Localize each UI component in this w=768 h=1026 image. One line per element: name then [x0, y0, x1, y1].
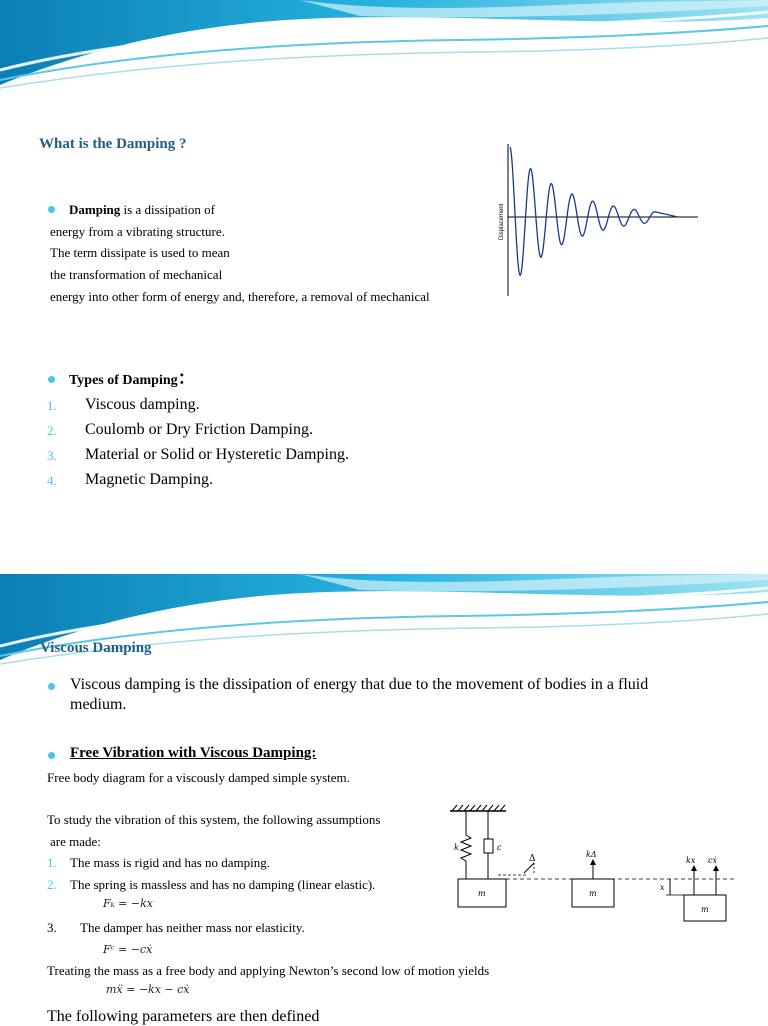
- viscous-definition-line-1: Viscous damping is the dissipation of energy that due to the movement of bodies in a fluid: [70, 676, 649, 693]
- free-vibration-heading: Free Vibration with Viscous Damping:: [70, 745, 317, 761]
- viscous-definition-line-2: medium.: [70, 696, 127, 713]
- delta-label: Δ: [529, 854, 536, 864]
- list-number: 3.: [47, 448, 57, 463]
- free-body-diagram: [440, 795, 740, 925]
- damper-force-equation: Fᶜ = −cẋ: [103, 943, 153, 956]
- assumption-number: 3.: [47, 920, 57, 935]
- types-heading-text: Types of Damping: [69, 373, 178, 388]
- damped-oscillation-graph: [488, 140, 708, 298]
- x-label: x: [660, 883, 665, 892]
- graph-ylabel: Displacement: [499, 203, 505, 240]
- definition-line-1: energy from a vibrating structure.: [50, 224, 225, 239]
- damping-definition-text: is a dissipation of: [120, 202, 215, 217]
- kdelta-label: kΔ: [586, 850, 597, 859]
- damping-definition-line: [69, 199, 215, 220]
- newton-line: Treating the mass as a free body and applying Newton’s second low of motion yields: [47, 963, 490, 978]
- assumption-1: The mass is rigid and has no damping.: [70, 855, 271, 870]
- bullet-dot: [48, 376, 55, 383]
- types-colon: ：: [177, 368, 196, 388]
- bullet-dot: [48, 752, 55, 759]
- list-number: 1.: [47, 398, 57, 413]
- assumption-2: The spring is massless and has no damping (linear elastic).: [70, 877, 376, 892]
- spring: [461, 811, 471, 879]
- definition-line-3: the transformation of mechanical: [50, 267, 223, 282]
- params-line: The following parameters are then defined: [47, 1008, 320, 1025]
- list-number: 4.: [47, 473, 57, 488]
- study-line-1: To study the vibration of this system, the following assumptions: [47, 812, 381, 827]
- list-label: Coulomb or Dry Friction Damping.: [85, 421, 313, 438]
- list-label: Viscous damping.: [85, 396, 200, 413]
- list-label: Material or Solid or Hysteretic Damping.: [85, 446, 349, 463]
- bullet-dot: [48, 206, 55, 213]
- damping-term: Damping: [69, 202, 121, 217]
- damper-cylinder: [484, 839, 493, 853]
- definition-line-4: energy into other form of energy and, therefore, a removal of mechanical: [50, 289, 430, 304]
- spring-force-equation: Fₖ = −kx: [103, 897, 153, 910]
- header-wave-decoration: [0, 0, 768, 90]
- spring-label: k: [454, 843, 459, 852]
- slide2-title: Viscous Damping: [40, 640, 152, 656]
- damper-label: c: [497, 843, 502, 852]
- definition-line-2: The term dissipate is used to mean: [50, 245, 230, 260]
- types-heading: [69, 368, 196, 391]
- list-number: 2.: [47, 423, 57, 438]
- bullet-dot: [48, 683, 55, 690]
- mass-label: m: [478, 889, 486, 898]
- kx-label: kx: [686, 856, 696, 865]
- fbd-caption: Free body diagram for a viscously damped simple system.: [47, 770, 350, 785]
- study-line-2: are made:: [50, 834, 101, 849]
- assumption-number: 2.: [47, 877, 57, 892]
- ceiling-hatch: [452, 805, 505, 811]
- slide1-title: What is the Damping ?: [39, 136, 187, 152]
- list-label: Magnetic Damping.: [85, 471, 213, 488]
- assumption-number: 1.: [47, 855, 57, 870]
- equation-of-motion: mẍ = −kx − cẋ: [106, 983, 190, 996]
- oscillation-curve: [510, 147, 678, 275]
- assumption-3: The damper has neither mass nor elasticity.: [80, 920, 305, 935]
- cx-label: cẋ: [708, 856, 717, 865]
- mass-label: m: [701, 905, 709, 914]
- mass-label: m: [589, 889, 597, 898]
